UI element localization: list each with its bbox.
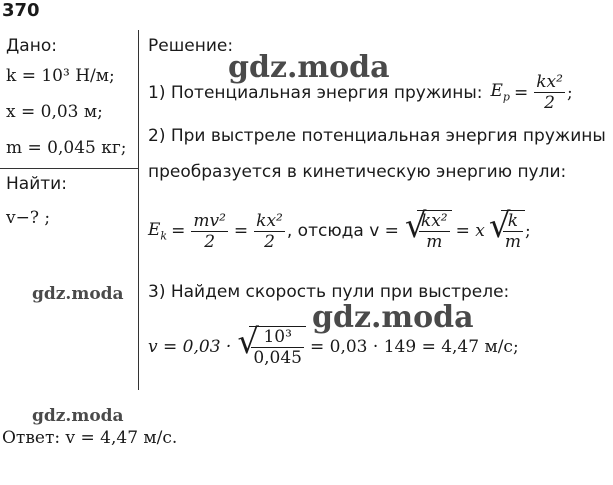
problem-number: 370 xyxy=(2,0,40,21)
eq2-hence: , отсюда v = xyxy=(286,221,399,241)
given-k: k = 10³ Н/м; xyxy=(6,66,115,86)
eq3-fraction xyxy=(251,327,304,368)
step2-line1: 2) При выстреле потенциальная энергия пружины xyxy=(148,126,606,146)
eq2-line xyxy=(148,206,531,252)
eq2-sqrt2 xyxy=(488,206,525,252)
eq3-den: 0,045 xyxy=(253,348,302,368)
sqrt-sign-icon: √ xyxy=(404,206,427,246)
eq2-eq1: = xyxy=(171,221,186,241)
eq2-sqrt1-num: kx² xyxy=(420,211,448,231)
find-title: Найти: xyxy=(6,174,67,194)
eq2-sqrt1-den: m xyxy=(426,232,443,252)
step1-end: ; xyxy=(566,82,573,103)
eq2-eq3: = x xyxy=(455,221,485,241)
eq2-eq2: = xyxy=(233,221,249,241)
given-title: Дано: xyxy=(6,36,57,56)
eq2-lhs: $E_k$ xyxy=(148,219,168,243)
step2-line2: преобразуется в кинетическую энергию пули: xyxy=(148,162,567,182)
eq2-end: ; xyxy=(525,221,531,241)
sqrt-sign-icon: √ xyxy=(237,322,259,362)
watermark: gdz.moda xyxy=(32,284,124,304)
step1-text: 1) Потенциальная энергия пружины: xyxy=(148,82,483,103)
given-divider-vertical xyxy=(138,30,139,390)
step1-eq: = xyxy=(513,82,529,103)
answer: Ответ: v = 4,47 м/с. xyxy=(2,428,178,448)
eq2-sqrt2-num: k xyxy=(503,211,523,232)
step1-lhs: $E_p$ xyxy=(490,81,510,104)
step1-numerator: kx² xyxy=(536,72,563,92)
eq3-num: 10³ xyxy=(251,327,304,348)
eq2-f2-num: kx² xyxy=(256,210,283,231)
watermark: gdz.moda xyxy=(228,50,390,85)
solution-title: Решение: xyxy=(148,36,234,56)
watermark: gdz.moda xyxy=(312,300,474,335)
eq2-f1-den: 2 xyxy=(204,231,216,252)
find-v: v−? ; xyxy=(6,208,51,228)
eq3-sqrt xyxy=(237,322,306,368)
step1-fraction xyxy=(534,72,565,113)
eq2-sqrt1 xyxy=(404,206,452,252)
given-x: x = 0,03 м; xyxy=(6,102,103,122)
step1-denominator: 2 xyxy=(544,93,555,113)
eq2-fraction1 xyxy=(191,211,228,252)
eq2-fraction2 xyxy=(254,211,285,252)
eq3-lhs: v = 0,03 · xyxy=(148,337,232,357)
watermark: gdz.moda xyxy=(32,406,124,426)
eq2-sqrt2-den: m xyxy=(504,232,522,252)
step3-text: 3) Найдем скорость пули при выстреле: xyxy=(148,282,510,302)
eq3-rhs: = 0,03 · 149 = 4,47 м/с; xyxy=(310,337,519,357)
sqrt-sign-icon: √ xyxy=(488,206,511,246)
eq2-f2-den: 2 xyxy=(264,231,275,252)
given-divider-horizontal xyxy=(0,168,139,169)
given-m: m = 0,045 кг; xyxy=(6,138,127,158)
eq2-f1-num: mv² xyxy=(193,210,226,231)
